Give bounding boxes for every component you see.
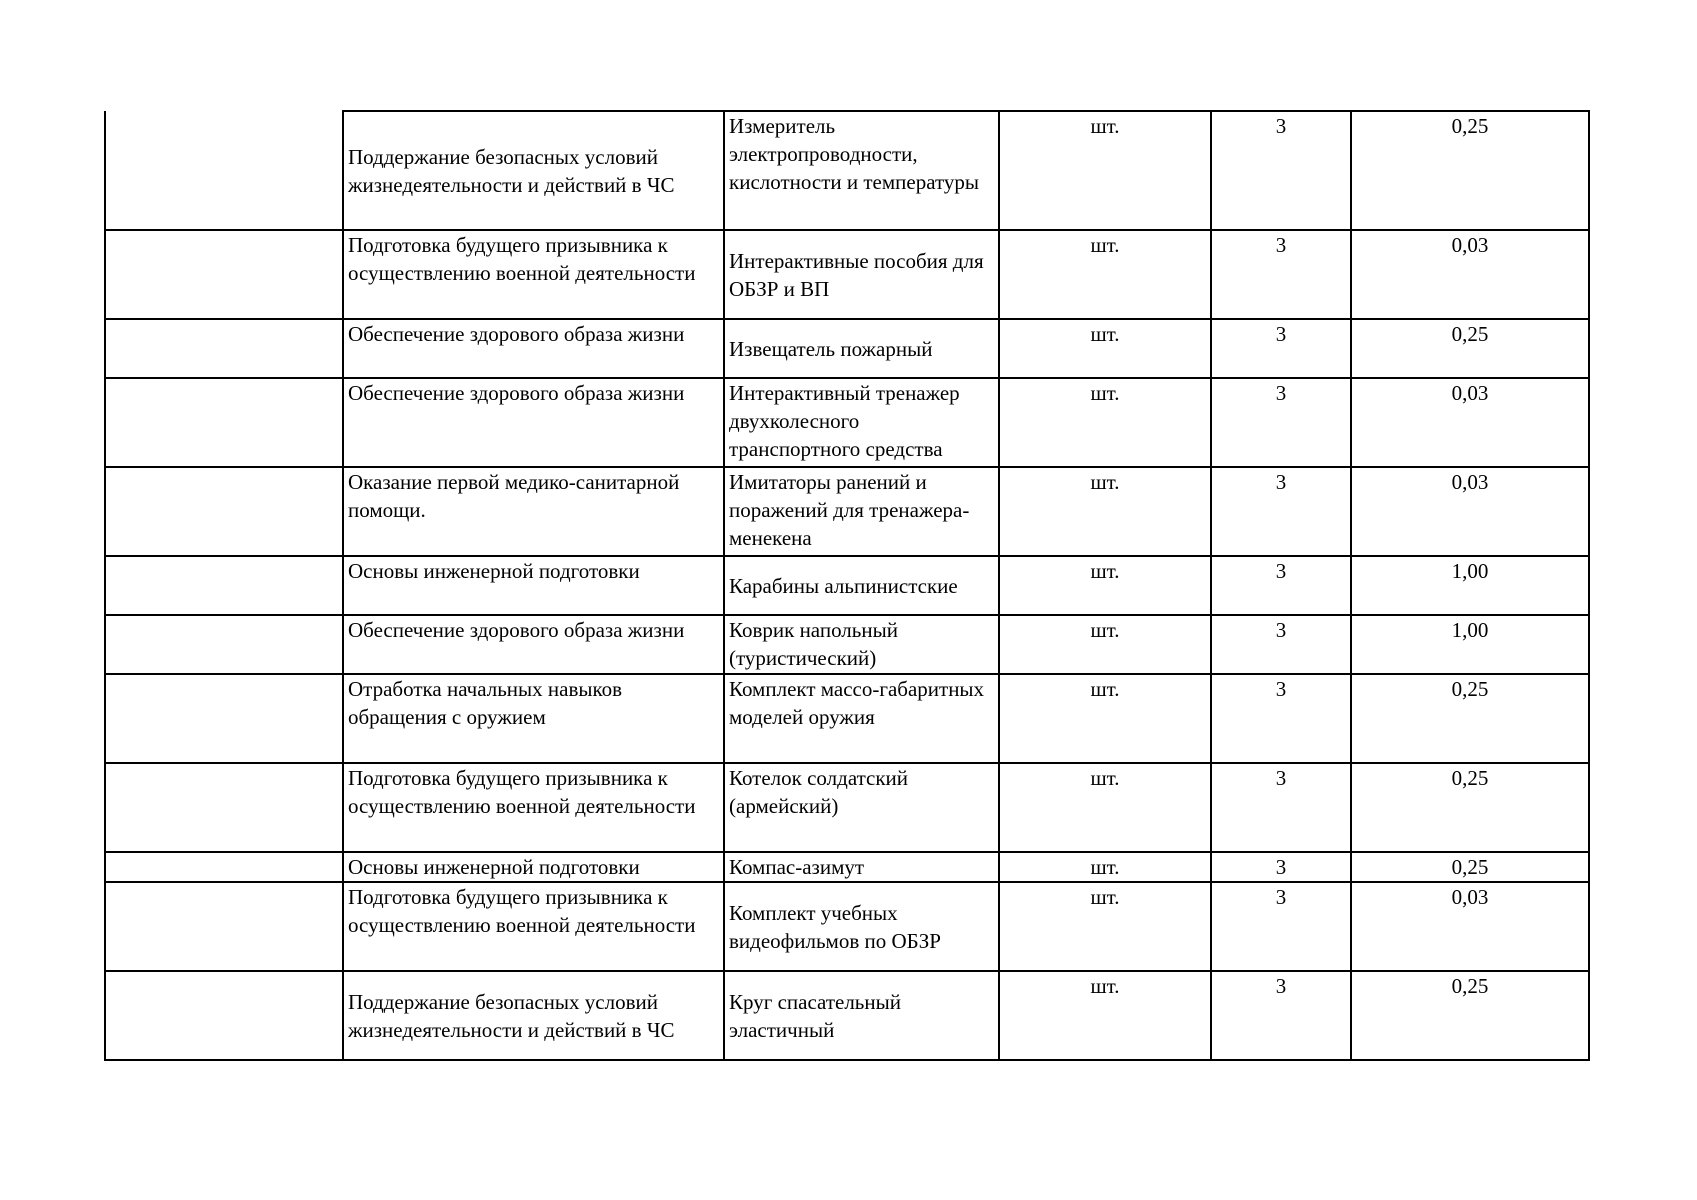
ratio-cell: [1351, 319, 1589, 378]
ratio-cell: [1351, 556, 1589, 615]
section-text: Обеспечение здорового образа жизни: [348, 381, 685, 405]
qty-cell: [1211, 230, 1351, 319]
ratio-text: 1,00: [1451, 559, 1489, 583]
ratio-cell: [1351, 763, 1589, 852]
section-cell: [343, 111, 724, 230]
unit-cell: [999, 763, 1211, 852]
empty-cell: [105, 319, 343, 378]
section-text: Поддержание безопасных условий жизнедеятельности и действий в ЧС: [348, 989, 675, 1042]
section-cell: [343, 882, 724, 971]
item-cell: [724, 674, 999, 763]
unit-text: шт.: [1090, 322, 1120, 346]
qty-text: 3: [1275, 322, 1287, 346]
qty-text: 3: [1275, 114, 1287, 138]
qty-text: 3: [1275, 470, 1287, 494]
section-cell: [343, 467, 724, 556]
unit-text: шт.: [1090, 618, 1120, 642]
item-cell: [724, 319, 999, 378]
qty-cell: [1211, 674, 1351, 763]
ratio-text: 0,25: [1451, 974, 1489, 998]
empty-cell: [105, 615, 343, 674]
ratio-cell: [1351, 615, 1589, 674]
unit-cell: [999, 556, 1211, 615]
ratio-cell: [1351, 111, 1589, 230]
table-row: [105, 763, 1589, 852]
ratio-text: 0,25: [1451, 677, 1489, 701]
item-text: Интерактивный тренажер двухколесного транспортного средства: [729, 381, 960, 461]
qty-text: 3: [1275, 766, 1287, 790]
unit-cell: [999, 852, 1211, 882]
item-cell: [724, 111, 999, 230]
ratio-text: 0,25: [1451, 322, 1489, 346]
unit-cell: [999, 230, 1211, 319]
item-text: Комплект массо-габаритных моделей оружия: [729, 677, 985, 729]
unit-cell: [999, 111, 1211, 230]
table-row: [105, 852, 1589, 882]
ratio-text: 0,25: [1451, 855, 1489, 879]
qty-cell: [1211, 378, 1351, 467]
unit-cell: [999, 882, 1211, 971]
unit-cell: [999, 467, 1211, 556]
unit-cell: [999, 615, 1211, 674]
empty-cell: [105, 556, 343, 615]
table-row: [105, 378, 1589, 467]
empty-cell: [105, 230, 343, 319]
unit-text: шт.: [1090, 233, 1120, 257]
section-text: Оказание первой медико-санитарной помощи.: [348, 470, 680, 522]
section-cell: [343, 556, 724, 615]
unit-cell: [999, 674, 1211, 763]
section-cell: [343, 378, 724, 467]
empty-cell: [105, 971, 343, 1060]
empty-cell: [105, 882, 343, 971]
section-text: Подготовка будущего призывника к осуществлению военной деятельности: [348, 233, 696, 285]
section-text: Основы инженерной подготовки: [348, 559, 640, 583]
ratio-text: 0,03: [1451, 885, 1489, 909]
table-row: [105, 319, 1589, 378]
ratio-text: 0,03: [1451, 470, 1489, 494]
item-text: Карабины альпинистские: [729, 573, 958, 598]
ratio-text: 0,25: [1451, 114, 1489, 138]
qty-text: 3: [1275, 855, 1287, 879]
qty-text: 3: [1275, 233, 1287, 257]
ratio-cell: [1351, 467, 1589, 556]
item-cell: [724, 615, 999, 674]
qty-cell: [1211, 556, 1351, 615]
ratio-cell: [1351, 882, 1589, 971]
section-text: Основы инженерной подготовки: [348, 855, 640, 879]
unit-text: шт.: [1090, 677, 1120, 701]
item-text: Коврик напольный (туристический): [729, 618, 898, 670]
item-text: Котелок солдатский (армейский): [729, 766, 909, 818]
qty-cell: [1211, 971, 1351, 1060]
qty-cell: [1211, 615, 1351, 674]
ratio-text: 0,25: [1451, 766, 1489, 790]
table-row: [105, 556, 1589, 615]
unit-text: шт.: [1090, 381, 1120, 405]
item-text: Компас-азимут: [729, 855, 865, 879]
table-row: [105, 111, 1589, 230]
unit-text: шт.: [1090, 559, 1120, 583]
qty-cell: [1211, 467, 1351, 556]
ratio-cell: [1351, 674, 1589, 763]
ratio-cell: [1351, 852, 1589, 882]
item-cell: [724, 882, 999, 971]
section-cell: [343, 971, 724, 1060]
qty-text: 3: [1275, 885, 1287, 909]
table-row: [105, 971, 1589, 1060]
section-cell: [343, 763, 724, 852]
section-cell: [343, 230, 724, 319]
empty-cell: [105, 763, 343, 852]
ratio-cell: [1351, 971, 1589, 1060]
item-text: Интерактивные пособия для ОБЗР и ВП: [729, 248, 984, 301]
ratio-text: 1,00: [1451, 618, 1489, 642]
qty-text: 3: [1275, 559, 1287, 583]
empty-cell: [105, 378, 343, 467]
empty-cell: [105, 467, 343, 556]
equipment-table: [104, 110, 1590, 1061]
item-cell: [724, 467, 999, 556]
ratio-text: 0,03: [1451, 233, 1489, 257]
item-text: Круг спасательный эластичный: [729, 989, 901, 1042]
item-cell: [724, 852, 999, 882]
qty-cell: [1211, 111, 1351, 230]
unit-text: шт.: [1090, 885, 1120, 909]
qty-text: 3: [1275, 381, 1287, 405]
qty-cell: [1211, 319, 1351, 378]
section-cell: [343, 852, 724, 882]
item-cell: [724, 230, 999, 319]
unit-text: шт.: [1090, 974, 1120, 998]
empty-cell: [105, 852, 343, 882]
table-row: [105, 882, 1589, 971]
qty-cell: [1211, 882, 1351, 971]
section-text: Подготовка будущего призывника к осуществлению военной деятельности: [348, 885, 696, 937]
qty-cell: [1211, 763, 1351, 852]
table-row: [105, 615, 1589, 674]
unit-text: шт.: [1090, 766, 1120, 790]
unit-cell: [999, 971, 1211, 1060]
section-text: Подготовка будущего призывника к осуществлению военной деятельности: [348, 766, 696, 818]
section-text: Обеспечение здорового образа жизни: [348, 322, 685, 346]
unit-cell: [999, 378, 1211, 467]
section-text: Отработка начальных навыков обращения с оружием: [348, 677, 623, 729]
table-row: [105, 467, 1589, 556]
section-cell: [343, 674, 724, 763]
empty-cell: [105, 674, 343, 763]
unit-cell: [999, 319, 1211, 378]
qty-text: 3: [1275, 974, 1287, 998]
table-row: [105, 230, 1589, 319]
empty-cell: [105, 111, 343, 230]
ratio-cell: [1351, 378, 1589, 467]
item-cell: [724, 971, 999, 1060]
item-cell: [724, 378, 999, 467]
item-text: Измеритель электропроводности, кислотности и температуры: [729, 114, 980, 194]
item-text: Комплект учебных видеофильмов по ОБЗР: [729, 900, 941, 953]
item-cell: [724, 556, 999, 615]
qty-text: 3: [1275, 618, 1287, 642]
item-cell: [724, 763, 999, 852]
section-text: Обеспечение здорового образа жизни: [348, 618, 685, 642]
qty-cell: [1211, 852, 1351, 882]
equipment-table-body: [105, 111, 1589, 1060]
item-text: Извещатель пожарный: [729, 336, 933, 361]
unit-text: шт.: [1090, 470, 1120, 494]
section-text: Поддержание безопасных условий жизнедеятельности и действий в ЧС: [348, 144, 675, 197]
qty-text: 3: [1275, 677, 1287, 701]
unit-text: шт.: [1090, 855, 1120, 879]
section-cell: [343, 319, 724, 378]
item-text: Имитаторы ранений и поражений для тренажера-менекена: [729, 470, 970, 550]
ratio-text: 0,03: [1451, 381, 1489, 405]
ratio-cell: [1351, 230, 1589, 319]
unit-text: шт.: [1090, 114, 1120, 138]
table-row: [105, 674, 1589, 763]
section-cell: [343, 615, 724, 674]
